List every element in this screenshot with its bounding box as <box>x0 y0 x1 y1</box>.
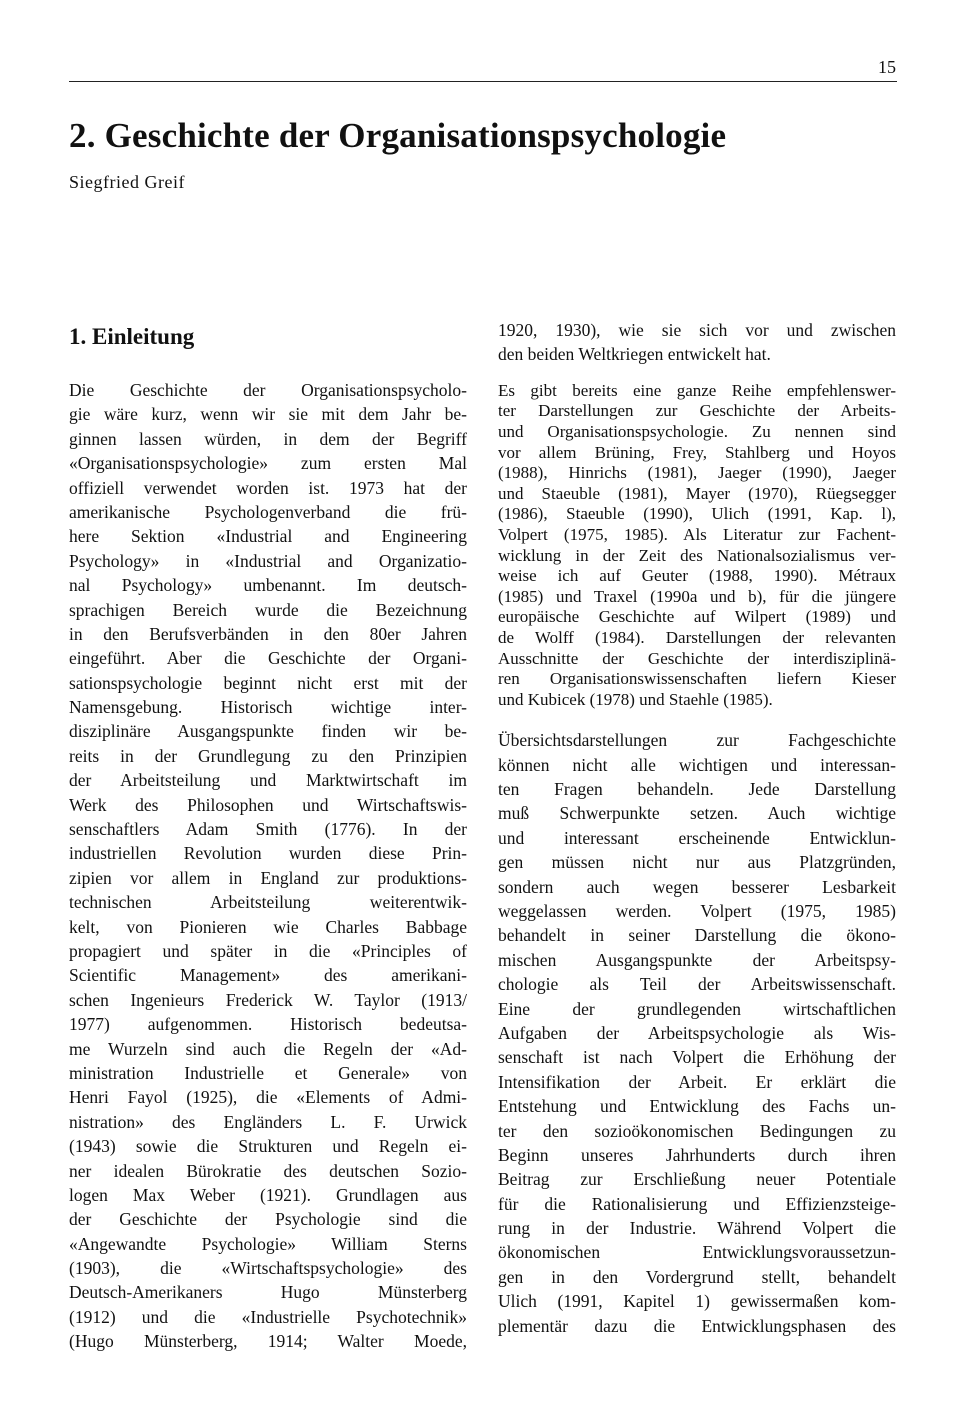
header-rule <box>69 81 897 82</box>
text-line: kelt, von Pionieren wie Charles Babbage <box>69 916 467 937</box>
text-line: ter Darstellungen zur Geschichte der Arbeits- <box>498 401 896 421</box>
text-line: ökonomischen Entwicklungsvoraussetzun- <box>498 1242 896 1263</box>
text-line: ren Organisationswissenschaften liefern Kieser <box>498 669 896 689</box>
text-line: nistration» des Engländers L. F. Urwick <box>69 1111 467 1132</box>
text-line: Eine der grundlegenden wirtschaftlichen <box>498 998 896 1019</box>
text-line: und Kubicek (1978) und Staehle (1985). <box>498 689 773 709</box>
text-line: und Organisationspsychologie. Zu nennen sind <box>498 421 896 441</box>
text-line: ministration Industrielle et Generale» von <box>69 1062 467 1083</box>
text-line: Volpert (1975, 1985). Als Literatur zur Fachent- <box>498 524 896 544</box>
text-line: chologie als Teil der Arbeitswissenschaft. <box>498 974 896 995</box>
text-line: rung in der Industrie. Während Volpert die <box>498 1218 896 1239</box>
text-line: für die Rationalisierung und Effizienzsteige- <box>498 1193 896 1214</box>
paragraph-spacer <box>498 710 896 728</box>
text-line: Aufgaben der Arbeitspsychologie als Wis- <box>498 1022 896 1043</box>
left-paragraph-1 <box>69 378 467 1354</box>
text-line: industriellen Revolution wurden diese Prin- <box>69 843 467 864</box>
page-number: 15 <box>878 57 896 77</box>
text-line: Entstehung und Entwicklung des Fachs un- <box>498 1096 896 1117</box>
text-line: sationspsychologie beginnt nicht erst mit der <box>69 672 467 693</box>
text-line: mischen Ausgangspunkte der Arbeitspsy- <box>498 949 896 970</box>
text-line: sprachigen Bereich wurde die Bezeichnung <box>69 599 467 620</box>
text-line: (1903), die «Wirtschaftspsychologie» des <box>69 1258 467 1279</box>
text-line: technischen Arbeitsteilung weiterentwik- <box>69 892 467 913</box>
text-line: logen Max Weber (1921). Grundlagen aus <box>69 1184 467 1205</box>
text-line: der Arbeitsteilung und Marktwirtschaft im <box>69 770 467 791</box>
right-paragraph-1 <box>498 318 896 367</box>
text-line: (1985) und Traxel (1990a und b), für die jüngere <box>498 586 896 606</box>
text-line: Beginn unseres Jahrhunderts durch ihren <box>498 1144 896 1165</box>
text-line: «Angewandte Psychologie» William Sterns <box>69 1233 467 1254</box>
text-line: Henri Fayol (1925), die «Elements of Admi- <box>69 1087 467 1108</box>
text-line: disziplinäre Ausgangspunkte finden wir be- <box>69 721 467 742</box>
text-line: Scientific Management» des amerikani- <box>69 965 467 986</box>
text-line: weggelassen werden. Volpert (1975, 1985) <box>498 901 896 922</box>
text-line: in den Berufsverbänden in den 80er Jahren <box>69 623 467 644</box>
text-line: Es gibt bereits eine ganze Reihe empfehlenswer- <box>498 380 896 400</box>
text-line: Ulich (1991, Kapitel 1) gewissermaßen kom- <box>498 1291 896 1312</box>
text-line: Intensifikation der Arbeit. Er erklärt die <box>498 1071 896 1092</box>
paragraph-spacer <box>498 367 896 381</box>
text-line: europäische Geschichte auf Wilpert (1989) und <box>498 607 896 627</box>
text-line: 1920, 1930), wie sie sich vor und zwischen <box>498 320 896 340</box>
text-line: Beitrag zur Erschließung neuer Potentiale <box>498 1169 896 1190</box>
text-line: (1986), Staeuble (1990), Ulich (1991, Kap. l), <box>498 504 896 524</box>
text-line: und Staeuble (1981), Mayer (1970), Rüegsegger <box>498 483 896 503</box>
text-line: ginnen lassen würden, in dem der Begriff <box>69 428 467 449</box>
text-line: wicklung in der Zeit des Nationalsozialismus ver- <box>498 545 896 565</box>
text-line: me Wurzeln sind auch die Regeln der «Ad- <box>69 1038 467 1059</box>
text-line: nal Psychology» umbenannt. Im deutsch- <box>69 575 467 596</box>
text-line: 1977) aufgenommen. Historisch bedeutsa- <box>69 1014 467 1035</box>
text-line: schen Ingenieurs Frederick W. Taylor (1913/ <box>69 989 467 1010</box>
text-line: Die Geschichte der Organisationspsycholo- <box>69 380 467 400</box>
text-line: eingeführt. Aber die Geschichte der Organi- <box>69 648 467 669</box>
text-line: Werk des Philosophen und Wirtschaftswis- <box>69 794 467 815</box>
text-line: (1943) sowie die Strukturen und Regeln ei- <box>69 1136 467 1157</box>
text-line: zipien vor allem in England zur produktions- <box>69 867 467 888</box>
text-line: Deutsch-Amerikaners Hugo Münsterberg <box>69 1282 467 1303</box>
text-line: Psychology» in «Industrial and Organizatio- <box>69 550 467 571</box>
left-column <box>69 378 467 1354</box>
text-line: gen in den Vordergrund stellt, behandelt <box>498 1266 896 1287</box>
text-line: Übersichtsdarstellungen zur Fachgeschichte <box>498 730 896 751</box>
text-line: (1988), Hinrichs (1981), Jaeger (1990), Jaeger <box>498 463 896 483</box>
section-heading: 1. Einleitung <box>69 324 195 349</box>
text-line: der Geschichte der Psychologie sind die <box>69 1209 467 1230</box>
text-line: plementär dazu die Entwicklungsphasen des <box>498 1315 896 1336</box>
text-line: und interessant erscheinende Entwicklun- <box>498 827 896 848</box>
text-line: amerikanische Psychologenverband die frü- <box>69 501 467 522</box>
text-line: den beiden Weltkriegen entwickelt hat. <box>498 344 771 365</box>
text-line: senschaft ist nach Volpert die Erhöhung der <box>498 1047 896 1068</box>
text-line: ter den sozioökonomischen Bedingungen zu <box>498 1120 896 1141</box>
text-line: propagiert und später in die «Principles of <box>69 940 467 961</box>
text-line: offiziell verwendet worden ist. 1973 hat der <box>69 477 467 498</box>
right-paragraph-3 <box>498 728 896 1338</box>
text-line: here Sektion «Industrial and Engineering <box>69 526 467 547</box>
text-line: Namensgebung. Historisch wichtige inter- <box>69 697 467 718</box>
text-line: können nicht alle wichtigen und interessan- <box>498 754 896 775</box>
text-line: ten Fragen behandeln. Jede Darstellung <box>498 779 896 800</box>
text-line: gen müssen nicht nur aus Platzgründen, <box>498 852 896 873</box>
text-line: Ausschnitte der Geschichte der interdisziplinä- <box>498 648 896 668</box>
text-line: de Wolff (1984). Darstellungen der relevanten <box>498 627 896 647</box>
text-line: sondern auch wegen besserer Lesbarkeit <box>498 876 896 897</box>
text-line: behandelt in seiner Darstellung die ökono- <box>498 925 896 946</box>
text-line: (1912) und die «Industrielle Psychotechnik» <box>69 1306 467 1327</box>
text-line: vor allem Brüning, Frey, Stahlberg und Hoyos <box>498 442 896 462</box>
text-line: reits in der Grundlegung zu den Prinzipien <box>69 745 467 766</box>
text-line: weise ich auf Geuter (1988, 1990). Métraux <box>498 566 896 586</box>
right-column <box>498 318 896 1338</box>
chapter-title: 2. Geschichte der Organisationspsychologie <box>69 116 727 155</box>
text-line: «Organisationspsychologie» zum ersten Mal <box>69 453 467 474</box>
text-line: gie wäre kurz, wenn wir sie mit dem Jahr be- <box>69 404 467 425</box>
text-line: senschaftlers Adam Smith (1776). In der <box>69 819 467 840</box>
text-line: (Hugo Münsterberg, 1914; Walter Moede, <box>69 1331 467 1352</box>
text-line: ner idealen Bürokratie des deutschen Sozio- <box>69 1160 467 1181</box>
text-line: muß Schwerpunkte setzen. Auch wichtige <box>498 803 896 824</box>
right-paragraph-2 <box>498 381 896 711</box>
author-name: Siegfried Greif <box>69 172 185 192</box>
